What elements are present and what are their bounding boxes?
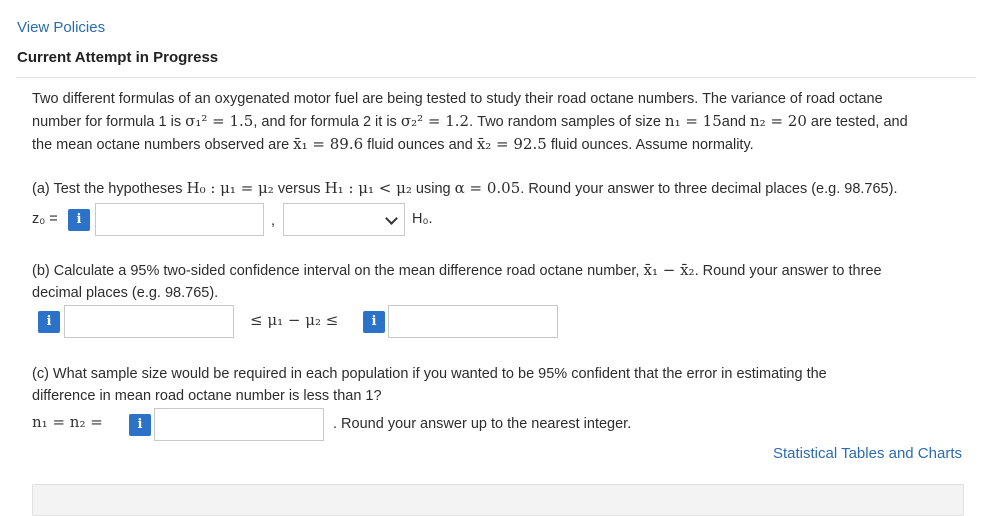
part-c-line-2: difference in mean road octane number is less than 1? bbox=[32, 388, 382, 404]
info-icon[interactable]: i bbox=[129, 414, 151, 436]
header-divider bbox=[16, 77, 976, 78]
part-c-line-1: (c) What sample size would be required in each population if you wanted to be 95% confident that the error in estimating the bbox=[32, 366, 827, 382]
part-a-text-d: . Round your answer to three decimal places (e.g. 98.765). bbox=[520, 181, 898, 197]
alpha-expr: α = 0.05 bbox=[454, 179, 521, 197]
ci-lower-input[interactable] bbox=[64, 305, 234, 338]
z0-input[interactable] bbox=[95, 203, 264, 236]
part-b-line-2: decimal places (e.g. 98.765). bbox=[32, 285, 219, 301]
attempt-title: Current Attempt in Progress bbox=[17, 49, 219, 66]
problem-line-3b: fluid ounces and bbox=[363, 137, 477, 153]
problem-line-2d: and bbox=[721, 114, 751, 130]
problem-line-3c: fluid ounces. Assume normality. bbox=[546, 137, 754, 153]
part-b-text-b: . Round your answer to three bbox=[694, 263, 882, 279]
part-b-text-a: (b) Calculate a 95% two-sided confidence interval on the mean difference road octane number, bbox=[32, 263, 644, 279]
part-b-question bbox=[32, 259, 972, 304]
z0-label: z₀ = bbox=[32, 211, 58, 227]
h0-suffix: H₀. bbox=[412, 211, 433, 227]
x2-expr: x̄₂ = 92.5 bbox=[476, 135, 547, 153]
h1-expr: H₁ : μ₁ < μ₂ bbox=[324, 179, 412, 197]
h0-expr: H₀ : μ₁ = μ₂ bbox=[186, 179, 274, 197]
problem-line-2e: are tested, and bbox=[806, 114, 908, 130]
next-section-panel bbox=[32, 484, 964, 516]
ci-inequality: ≤ μ₁ − μ₂ ≤ bbox=[250, 311, 339, 329]
problem-line-1: Two different formulas of an oxygenated motor fuel are being tested to study their road octane numbers. The variance of road octane bbox=[32, 91, 883, 107]
x1-expr: x̄₁ = 89.6 bbox=[293, 135, 364, 153]
sigma2-expr: σ₂² = 1.2 bbox=[400, 112, 470, 130]
problem-statement bbox=[32, 88, 972, 156]
part-c-suffix: . Round your answer up to the nearest integer. bbox=[333, 416, 632, 432]
problem-line-2c: . Two random samples of size bbox=[469, 114, 665, 130]
ci-upper-input[interactable] bbox=[388, 305, 558, 338]
problem-line-2b: , and for formula 2 it is bbox=[253, 114, 401, 130]
statistical-tables-link[interactable]: Statistical Tables and Charts bbox=[773, 445, 962, 462]
chevron-down-icon bbox=[385, 212, 398, 225]
info-icon[interactable]: i bbox=[68, 209, 90, 231]
problem-line-3a: the mean octane numbers observed are bbox=[32, 137, 294, 153]
problem-line-2 bbox=[32, 110, 972, 133]
problem-line-3 bbox=[32, 133, 972, 156]
n1-expr: n₁ = 15 bbox=[664, 112, 722, 130]
info-icon[interactable]: i bbox=[363, 311, 385, 333]
part-a-question bbox=[32, 177, 972, 200]
part-a-text-b: versus bbox=[273, 181, 325, 197]
info-icon[interactable]: i bbox=[38, 311, 60, 333]
part-a-text-c: using bbox=[411, 181, 455, 197]
part-b-line-1 bbox=[32, 259, 972, 282]
part-c-question bbox=[32, 363, 972, 407]
n2-expr: n₂ = 20 bbox=[750, 112, 807, 130]
reject-decision-select[interactable] bbox=[283, 203, 405, 236]
comma-separator: , bbox=[271, 213, 276, 229]
sigma1-expr: σ₁² = 1.5 bbox=[185, 112, 254, 130]
sample-size-input[interactable] bbox=[154, 408, 324, 441]
problem-line-2a: number for formula 1 is bbox=[32, 114, 186, 130]
part-a-text-a: (a) Test the hypotheses bbox=[32, 181, 187, 197]
view-policies-link[interactable]: View Policies bbox=[17, 19, 106, 36]
diff-expr: x̄₁ − x̄₂ bbox=[643, 261, 695, 279]
n-label: n₁ = n₂ = bbox=[32, 413, 103, 431]
